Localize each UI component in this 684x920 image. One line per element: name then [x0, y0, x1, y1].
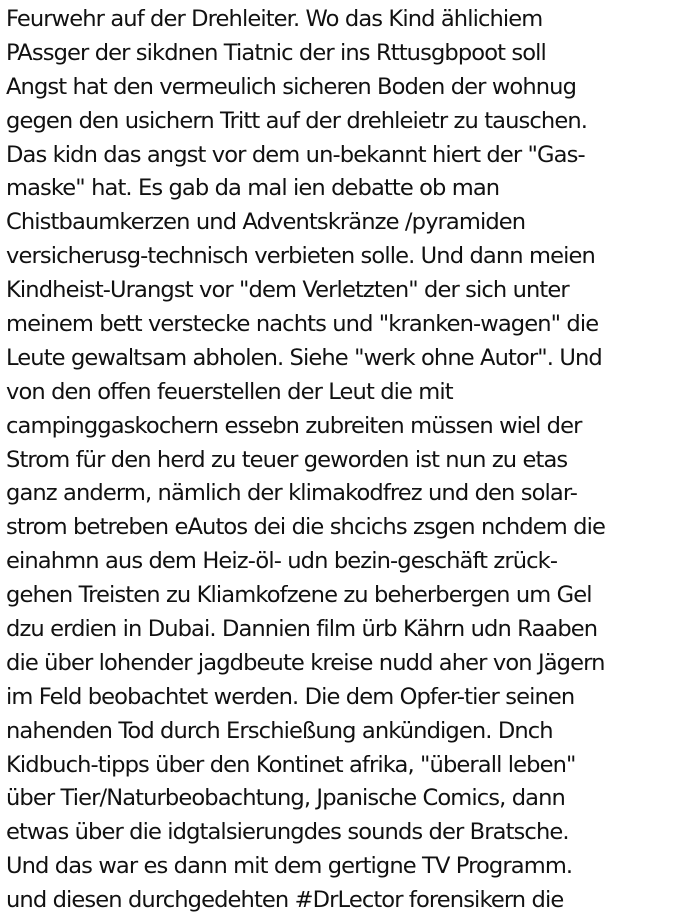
text-line: Das kidn das angst vor dem un-bekannt hiert der "Gas- [6, 141, 585, 168]
text-line: ganz anderm, nämlich der klimakodfrez und den solar- [6, 480, 578, 507]
text-line: nahenden Tod durch Erschießung ankündigen. Dnch [6, 717, 553, 744]
text-line: Feurwehr auf der Drehleiter. Wo das Kind ählichiem [6, 6, 543, 32]
text-line: von den offen feuerstellen der Leut die mit [6, 378, 453, 405]
text-line: versicherusg-technisch verbieten solle. Und dann meien [6, 243, 595, 270]
text-line: über Tier/Naturbeobachtung, Jpanische Comics, dann [6, 785, 565, 812]
text-line: gehen Treisten zu Kliamkofzene zu beherbergen um Gel [6, 582, 592, 609]
text-line: maske" hat. Es gab da mal ien debatte ob man [6, 175, 500, 202]
text-line: gegen den usichern Tritt auf der drehleietr zu tauschen. [6, 107, 588, 134]
text-line: Angst hat den vermeulich sicheren Boden der wohnug [6, 73, 577, 100]
text-line: und diesen durchgedehten #DrLector forensikern die [6, 887, 564, 914]
text-line: die über lohender jagdbeute kreise nudd aher von Jägern [6, 649, 605, 676]
text-line: im Feld beobachtet werden. Die dem Opfer-tier seinen [6, 683, 575, 710]
text-line: Kidbuch-tipps über den Kontinet afrika, "überall leben" [6, 751, 576, 778]
text-line: Strom für den herd zu teuer geworden ist nun zu etas [6, 446, 568, 473]
text-line: Kindheist-Urangst vor "dem Verletzten" der sich unter [6, 277, 569, 304]
text-line: Und das war es dann mit dem gertigne TV Programm. [6, 853, 573, 880]
text-line: campinggaskochern essebn zubreiten müssen wiel der [6, 412, 582, 439]
text-line: meinem bett verstecke nachts und "kranken-wagen" die [6, 311, 599, 338]
text-line: etwas über die idgtalsierungdes sounds der Bratsche. [6, 819, 569, 846]
text-line: strom betreben eAutos dei die shcichs zsgen nchdem die [6, 514, 605, 541]
text-line: Chistbaumkerzen und Adventskränze /pyramiden [6, 209, 526, 236]
text-line: Leute gewaltsam abholen. Siehe "werk ohne Autor". Und [6, 344, 602, 371]
document-text [6, 3, 682, 918]
text-line: dzu erdien in Dubai. Dannien film ürb Kährn udn Raaben [6, 616, 598, 643]
text-line: einahmn aus dem Heiz-öl- udn bezin-geschäft zrück- [6, 548, 558, 575]
text-line: PAssger der sikdnen Tiatnic der ins Rttusgbpoot soll [6, 39, 546, 66]
